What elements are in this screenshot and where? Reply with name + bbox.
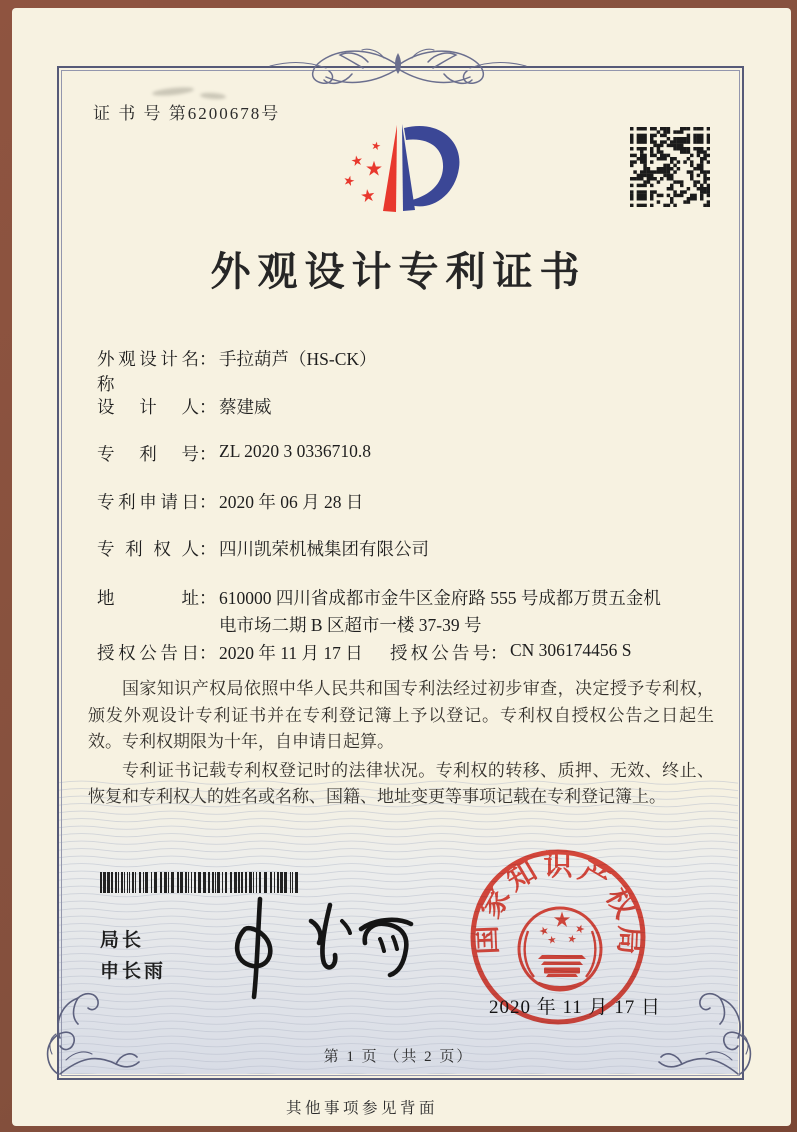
field-colon: ： — [199, 643, 217, 663]
field-colon: ： — [199, 539, 217, 559]
field-label: 外观设计名称 — [97, 349, 199, 394]
field-value: 2020 年 06 月 28 日 — [219, 492, 364, 512]
field-value: CN 306174456 S — [510, 640, 632, 660]
seal-date: 2020 年 11 月 17 日 — [489, 997, 662, 1018]
field-design-name — [97, 346, 377, 396]
field-grant-row — [97, 640, 632, 665]
signature-handwriting-icon — [215, 891, 420, 1003]
field-patentee — [97, 536, 429, 561]
corner-flourish-right-icon — [656, 988, 762, 1088]
address-line-2: 电市场二期 B 区超市一楼 37-39 号 — [219, 615, 482, 635]
field-filing-date — [97, 489, 363, 514]
barcode — [100, 872, 300, 893]
legal-paragraph-1: 国家知识产权局依照中华人民共和国专利法经过初步审查，决定授予专利权，颁发外观设计专利证书并在专利登记簿上予以登记。专利权自授权公告之日起生效。专利权期限为十年，自申请日起算。 — [88, 679, 714, 751]
field-designer — [97, 394, 272, 419]
signatory-name: 申长雨 — [100, 961, 167, 982]
field-value — [219, 585, 661, 639]
page-info: 第 1 页 （共 2 页） — [323, 1049, 474, 1065]
field-colon: ： — [199, 397, 217, 417]
field-colon: ： — [199, 492, 217, 512]
legal-text — [88, 676, 714, 813]
field-label: 设计人 — [97, 397, 199, 417]
field-value: 四川凯荣机械集团有限公司 — [219, 539, 429, 559]
certificate-title: 外观设计专利证书 — [210, 249, 587, 294]
field-colon: ： — [490, 643, 508, 663]
field-label: 专利号 — [97, 444, 199, 464]
field-label: 授权公告号 — [390, 643, 490, 663]
field-colon: ： — [199, 588, 217, 608]
field-label: 地址 — [97, 588, 199, 608]
field-value: 手拉葫芦（HS-CK） — [219, 349, 377, 369]
field-value: ZL 2020 3 0336710.8 — [219, 441, 371, 461]
signatory-title: 局长 — [100, 930, 145, 951]
field-label: 授权公告日 — [97, 643, 199, 663]
field-grant-no — [390, 640, 632, 665]
national-emblem-icon — [519, 908, 601, 990]
field-label: 专利申请日 — [97, 492, 199, 512]
field-value: 蔡建威 — [219, 397, 272, 417]
field-colon: ： — [199, 444, 217, 464]
svg-text:国家知识产权局 — [469, 849, 645, 955]
qr-code — [630, 127, 710, 207]
cnipa-logo-icon — [328, 106, 468, 226]
field-value: 2020 年 11 月 17 日 — [219, 643, 363, 663]
field-colon: ： — [199, 349, 217, 369]
field-label: 专利权人 — [97, 539, 199, 559]
field-patent-no — [97, 441, 371, 466]
back-note: 其他事项参见背面 — [286, 1100, 439, 1117]
legal-paragraph-2: 专利证书记载专利权登记时的法律状况。专利权的转移、质押、无效、终止、恢复和专利权人的姓名或名称、国籍、地址变更等事项记载在专利登记簿上。 — [88, 760, 714, 806]
certificate-number: 证 书 号 第6200678号 — [93, 104, 281, 123]
address-line-1: 610000 四川省成都市金牛区金府路 555 号成都万贯五金机 — [219, 588, 661, 608]
seal-agency-text: 国家知识产权局 — [470, 850, 646, 956]
top-ornament-icon — [268, 40, 528, 94]
corner-flourish-left-icon — [36, 988, 142, 1088]
field-address — [97, 585, 661, 639]
